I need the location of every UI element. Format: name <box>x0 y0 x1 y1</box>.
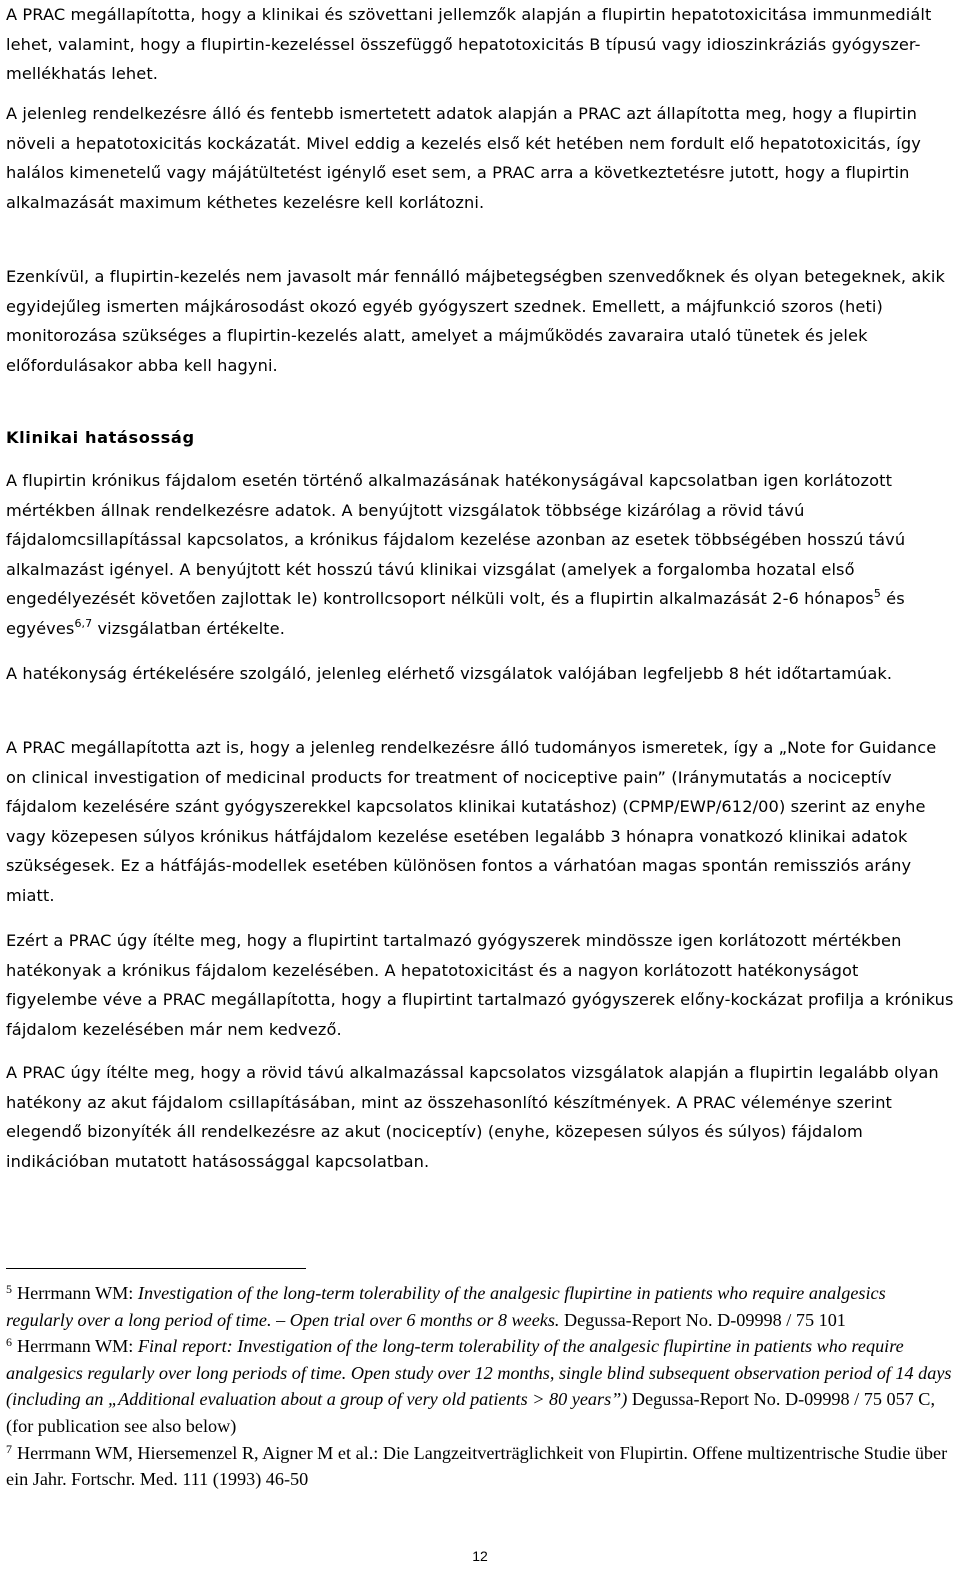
paragraph-text: A flupirtin krónikus fájdalom esetén történő alkalmazásának hatékonyságával kapcsolatban igen korlátozott mértékben állnak rendelkezésre adatok. A benyújtott vizsgálatok többsége kizárólag a rövid távú fájdalomcsillapítással kapcsolatos, a krónikus fájdalom kezelése azonban az esetek többségében hosszú távú alkalmazást igényel. A benyújtott két hosszú távú klinikai vizsgálat (amelyek a forgalomba hozatal első engedélyezését követően zajlottak le) kontrollcsoport nélküli volt, és a flupirtin alkalmazását 2-6 hónapos <box>6 471 906 609</box>
paragraph-acute-pain: A PRAC úgy ítélte meg, hogy a rövid távú alkalmazással kapcsolatos vizsgálatok alapján a flupirtin legalább olyan hatékony az akut fájdalom csillapításában, mint az összehasonlító készítmények. A PRAC véleménye szerint elegendő bizonyíték áll rendelkezésre az akut (nociceptív) (enyhe, közepesen súlyos és súlyos) fájdalom indikációban mutatott hatásossággal kapcsolatban. <box>6 1063 939 1171</box>
footnote-text: Herrmann WM: <box>17 1283 138 1303</box>
paragraph-study-duration: A hatékonyság értékelésére szolgáló, jelenleg elérhető vizsgálatok valójában legfeljebb 8 hét időtartamúak. <box>6 664 893 683</box>
paragraph-text: és egyéves <box>6 589 905 638</box>
footnote-ref: 5 <box>873 587 881 601</box>
section-heading-efficacy: Klinikai hatásosság <box>6 428 195 447</box>
footnotes <box>6 1280 954 1493</box>
paragraph-contraindications: Ezenkívül, a flupirtin-kezelés nem javasolt már fennálló májbetegségben szenvedőknek és olyan betegeknek, akik egyidejűleg ismerten májkárosodást okozó egyéb gyógyszert szednek. Emellett, a májfunkció szoros (heti) monitorozása szükséges a flupirtin-kezelés alatt, amelyet a májműködés zavaraira utaló tünetek és jelek előfordulásakor abba kell hagyni. <box>6 267 945 375</box>
footnote-text: Degussa-Report No. D-09998 / 75 057 C, (for publication see also below) <box>6 1389 935 1436</box>
footnote-number: 5 <box>6 1282 12 1296</box>
footnote-ref: 6,7 <box>74 616 93 630</box>
paragraph-risk-assessment: A jelenleg rendelkezésre álló és fentebb ismertetett adatok alapján a PRAC azt állapította meg, hogy a flupirtin növeli a hepatotoxicitás kockázatát. Mivel eddig a kezelés első két hetében nem fordult elő hepatotoxicitás, így halálos kimenetelű vagy májátültetést igénylő eset sem, a PRAC arra a következtetésre jutott, hogy a flupirtin alkalmazását maximum kéthetes kezelésre kell korlátozni. <box>6 104 921 212</box>
footnote-title: Final report: Investigation of the long-term tolerability of the analgesic flupirtine in patients who require analgesics regularly over long periods of time. Open study over 12 months, single blind subsequent observation period of 14 days (including an „Additional evaluation about a group of very old patients > 80 years”) <box>6 1336 952 1410</box>
footnote-7 <box>6 1440 954 1493</box>
footnote-text: Degussa-Report No. D-09998 / 75 101 <box>559 1309 846 1330</box>
footnote-text: Herrmann WM: <box>17 1336 138 1357</box>
footnote-title: Investigation of the long-term tolerability of the analgesic flupirtine in patients who require analgesics regularly over a long period of time. – Open trial over 6 months or 8 weeks. <box>6 1283 886 1330</box>
footnote-5 <box>6 1280 954 1333</box>
footnote-6 <box>6 1333 954 1439</box>
paragraph-benefit-risk: Ezért a PRAC úgy ítélte meg, hogy a flupirtint tartalmazó gyógyszerek mindössze igen korlátozott mértékben hatékonyak a krónikus fájdalom kezelésében. A hepatotoxicitást és a nagyon korlátozott hatékonyságot figyelembe véve a PRAC megállapította, hogy a flupirtint tartalmazó gyógyszerek előny-kockázat profilja a krónikus fájdalom kezelésében már nem kedvező. <box>6 931 954 1039</box>
paragraph-chronic-pain-efficacy <box>6 466 954 644</box>
footnote-number: 6 <box>6 1335 12 1350</box>
paragraph-text: vizsgálatban értékelte. <box>92 618 285 638</box>
paragraph-guidance: A PRAC megállapította azt is, hogy a jelenleg rendelkezésre álló tudományos ismeretek, így a „Note for Guidance on clinical investigation of medicinal products for treatment of nociceptive pain” (Iránymutatás a nociceptív fájdalom kezelésére szánt gyógyszerekkel kapcsolatos klinikai kutatáshoz) (CPMP/EWP/612/00) szerint az enyhe vagy közepesen súlyos krónikus hátfájdalom kezelése esetében legalább 3 hónapra vonatkozó klinikai adatok szükségesek. Ez a hátfájás-modellek esetében különösen fontos a várhatóan magas spontán remissziós arány miatt. <box>6 738 937 905</box>
footnote-separator <box>6 1268 306 1269</box>
page-number: 12 <box>472 1548 488 1564</box>
footnote-text: Herrmann WM, Hiersemenzel R, Aigner M et al.: Die Langzeitverträglichkeit von Flupirtin. Offene multizentrische Studie über ein Jahr. Fortschr. Med. 111 (1993) 46-50 <box>6 1442 948 1490</box>
footnote-number: 7 <box>6 1441 12 1456</box>
paragraph-immune-mediated: A PRAC megállapította, hogy a klinikai és szövettani jellemzők alapján a flupirtin hepatotoxicitása immunmediált lehet, valamint, hogy a flupirtin-kezeléssel összefüggő hepatotoxicitás B típusú vagy idioszinkráziás gyógyszer-mellékhatás lehet. <box>6 5 932 84</box>
